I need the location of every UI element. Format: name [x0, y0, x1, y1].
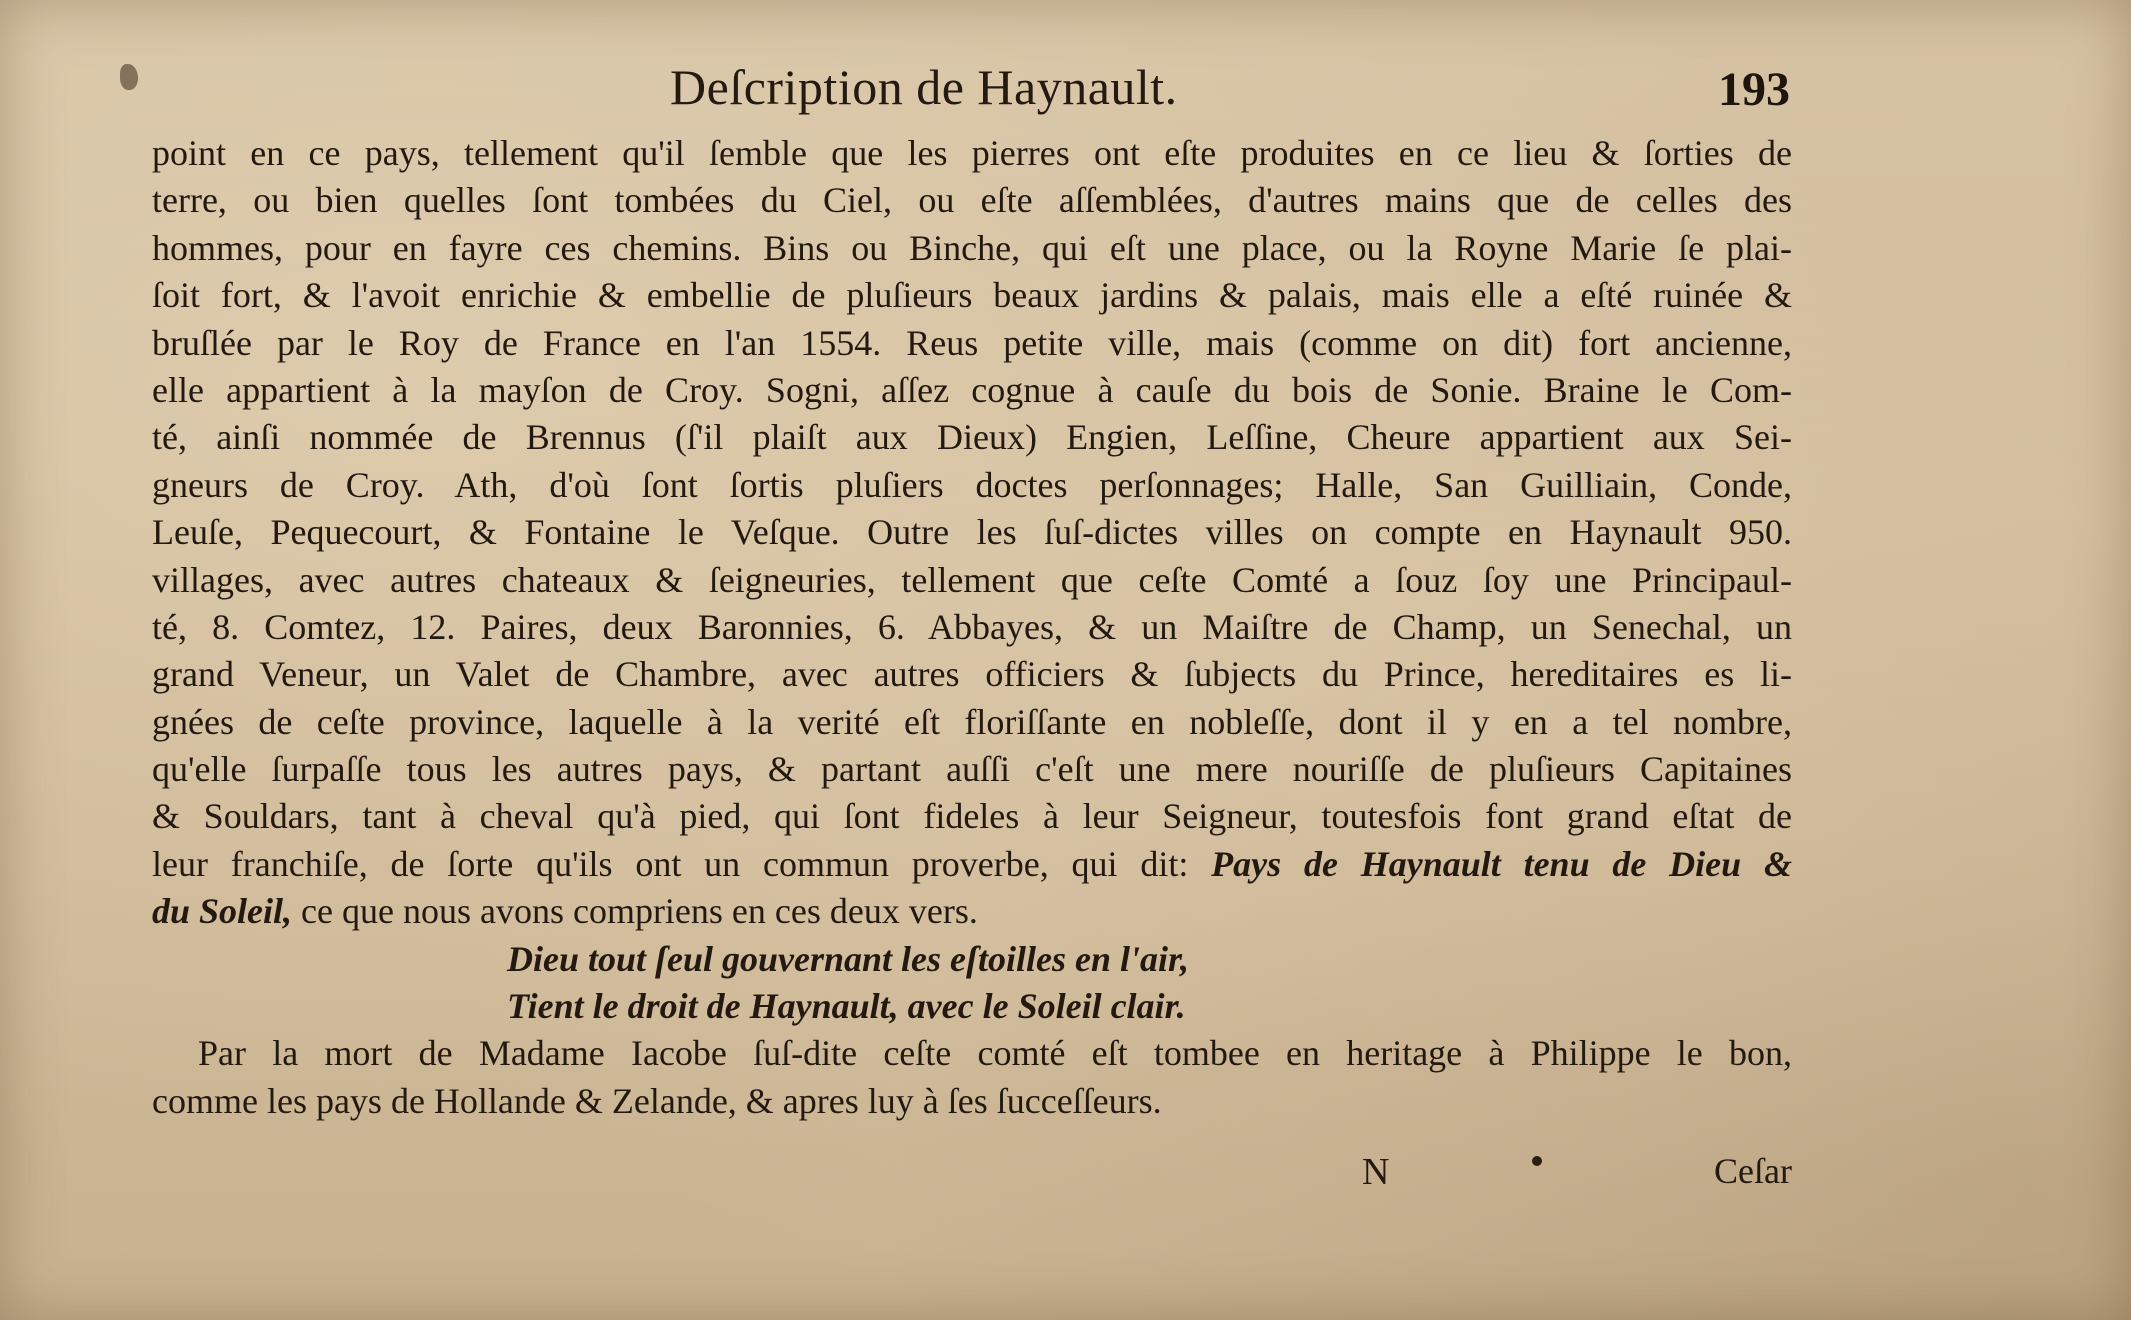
page-header — [150, 58, 1790, 128]
proverb-lead: leur franchiſe, de ſorte qu'ils ont un commun proverbe, qui dit: — [152, 843, 1189, 884]
text-line: té, ainſi nommée de Brennus (ſ'il plaiſt aux Dieux) Engien, Leſſine, Cheure appartient aux Sei- — [152, 417, 1792, 458]
ornament-dot — [1532, 1156, 1542, 1166]
signature-mark: N — [1362, 1151, 1390, 1193]
text-line: grand Veneur, un Valet de Chambre, avec autres officiers & ſubjects du Prince, hereditaires es li- — [152, 654, 1792, 695]
page-number: 193 — [1718, 63, 1790, 116]
text-line: villages, avec autres chateaux & ſeigneuries, tellement que ceſte Comté a ſouz ſoy une Principaul- — [152, 559, 1792, 600]
text-line: & Souldars, tant à cheval qu'à pied, qui ſont fideles à leur Seigneur, toutesfois font grand eſtat de — [152, 796, 1792, 837]
verse-line-1: Dieu tout ſeul gouvernant les eſtoilles en l'air, — [507, 938, 1190, 979]
proverb-end-rest: ce que nous avons compriens en ces deux vers. — [292, 891, 978, 932]
text-line: bruſlée par le Roy de France en l'an 1554. Reus petite ville, mais (comme on dit) fort ancienne, — [152, 322, 1792, 363]
catchword: Ceſar — [1714, 1151, 1792, 1191]
body-text — [152, 130, 1792, 1125]
proverb-line — [152, 841, 1792, 888]
text-line: Leuſe, Pequecourt, & Fontaine le Veſque. Outre les ſuſ-dictes villes on compte en Haynault 950. — [152, 512, 1792, 553]
text-line: point en ce pays, tellement qu'il ſemble que les pierres ont eſte produites en ce lieu & ſorties de — [152, 133, 1792, 173]
text-line: gnées de ceſte province, laquelle à la verité eſt floriſſante en nobleſſe, dont il y en a tel nombre, — [152, 701, 1792, 742]
running-title: Deſcription de Haynault. — [670, 59, 1178, 115]
page-footer — [152, 1150, 1792, 1200]
closing-line: comme les pays de Hollande & Zelande, & apres luy à ſes ſucceſſeurs. — [152, 1080, 1162, 1121]
verse-line-2: Tient le droit de Haynault, avec le Soleil clair. — [507, 986, 1186, 1027]
text-line: gneurs de Croy. Ath, d'où ſont ſortis pluſiers doctes perſonnages; Halle, San Guilliain, Conde, — [152, 464, 1792, 505]
text-line: elle appartient à la mayſon de Croy. Sogni, aſſez cognue à cauſe du bois de Sonie. Braine le Com- — [152, 369, 1792, 410]
proverb-end-line — [152, 888, 1792, 935]
text-line: hommes, pour en fayre ces chemins. Bins ou Binche, qui eſt une place, ou la Royne Marie ſe plai- — [152, 227, 1792, 268]
text-line: terre, ou bien quelles ſont tombées du Ciel, ou eſte aſſemblées, d'autres mains que de celles des — [152, 180, 1792, 221]
ink-blot — [120, 64, 138, 90]
text-line: ſoit fort, & l'avoit enrichie & embellie de pluſieurs beaux jardins & palais, mais elle a eſté ruinée & — [152, 275, 1792, 316]
text-line: té, 8. Comtez, 12. Paires, deux Baronnies, 6. Abbayes, & un Maiſtre de Champ, un Senechal, un — [152, 606, 1792, 647]
closing-line: Par la mort de Madame Iacobe ſuſ-dite ceſte comté eſt tombee en heritage à Philippe le bon, — [198, 1033, 1792, 1074]
text-line: qu'elle ſurpaſſe tous les autres pays, & partant auſſi c'eſt une mere nouriſſe de pluſieurs Capitaines — [152, 749, 1792, 790]
proverb-italic: Pays de Haynault tenu de Dieu & — [1211, 843, 1792, 884]
proverb-end-italic: du Soleil, — [152, 891, 293, 932]
